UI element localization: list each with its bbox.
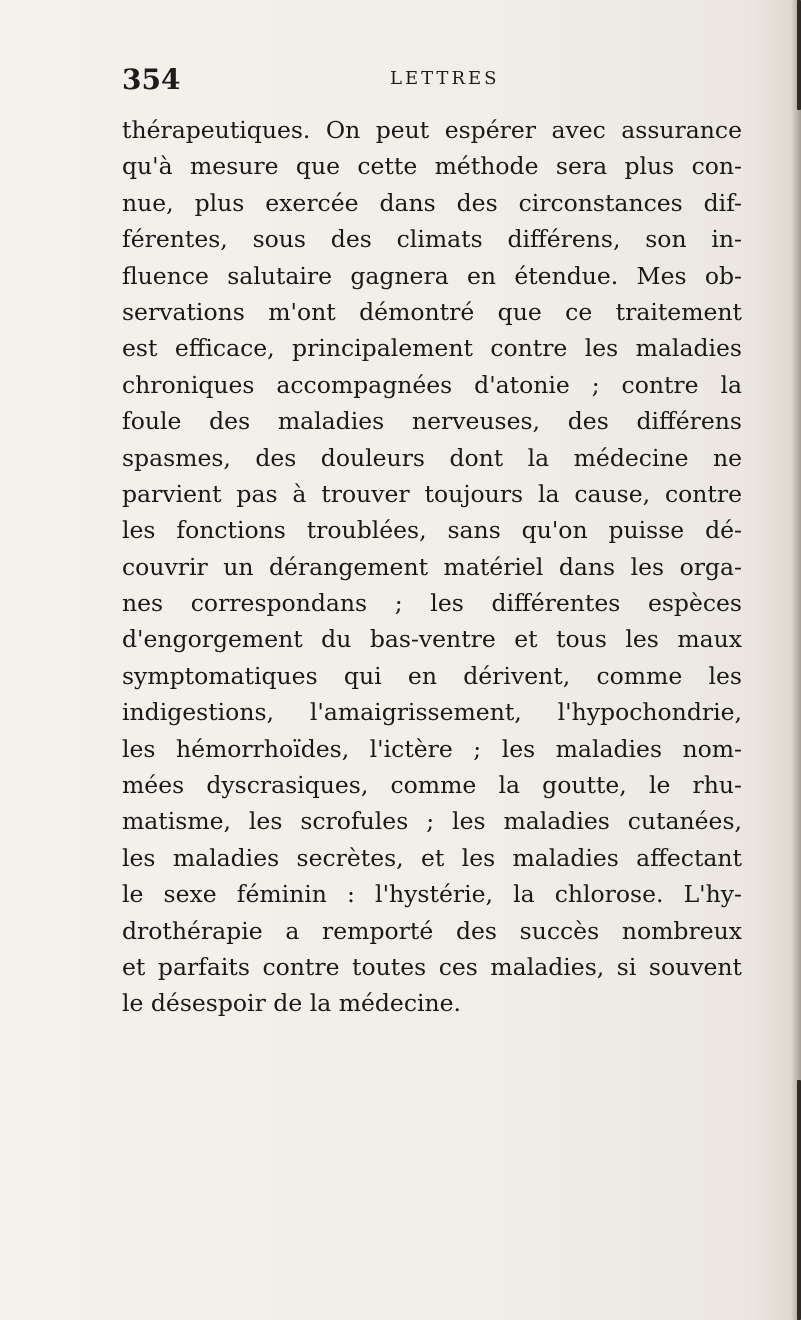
text-line: le désespoir de la médecine. — [122, 989, 462, 1018]
text-line: spasmes, des douleurs dont la médecine ne — [122, 443, 742, 472]
text-line: d'engorgement du bas-ventre et tous les maux — [122, 625, 742, 654]
text-line: servations m'ont démontré que ce traitement — [122, 297, 742, 326]
text-line: drothérapie a remporté des succès nombreux — [122, 916, 742, 945]
text-line: nue, plus exercée dans des circonstances dif- — [122, 188, 742, 217]
text-line: chroniques accompagnées d'atonie ; contre la — [122, 370, 742, 399]
text-line: les hémorrhoïdes, l'ictère ; les maladies nom- — [122, 734, 742, 763]
page-number: 354 — [122, 63, 181, 96]
text-line: couvrir un dérangement matériel dans les orga- — [122, 552, 742, 581]
text-line: thérapeutiques. On peut espérer avec assurance — [122, 116, 742, 144]
text-line: nes correspondans ; les différentes espèces — [122, 589, 742, 618]
page-edge-mark — [797, 1080, 801, 1320]
text-line: le sexe féminin : l'hystérie, la chlorose. L'hy- — [122, 880, 742, 909]
text-line: foule des maladies nerveuses, des différens — [122, 407, 742, 436]
text-line: mées dyscrasiques, comme la goutte, le rhu- — [122, 771, 742, 800]
text-line: les fonctions troublées, sans qu'on puisse dé- — [122, 516, 742, 545]
text-line: férentes, sous des climats différens, son in- — [122, 225, 742, 254]
body-text — [122, 112, 742, 1022]
text-line: qu'à mesure que cette méthode sera plus con- — [122, 152, 742, 181]
text-line: est efficace, principalement contre les maladies — [122, 334, 742, 363]
page-header — [122, 63, 742, 99]
text-line: indigestions, l'amaigrissement, l'hypochondrie, — [122, 698, 742, 727]
text-line: symptomatiques qui en dérivent, comme les — [122, 661, 742, 690]
text-line: et parfaits contre toutes ces maladies, si souvent — [122, 952, 742, 981]
text-line: parvient pas à trouver toujours la cause, contre — [122, 479, 742, 508]
page-edge-mark — [797, 0, 801, 110]
running-title: LETTRES — [390, 68, 500, 89]
text-line: fluence salutaire gagnera en étendue. Mes ob- — [122, 261, 742, 290]
text-line: les maladies secrètes, et les maladies affectant — [122, 843, 742, 872]
text-line: matisme, les scrofules ; les maladies cutanées, — [122, 807, 742, 836]
